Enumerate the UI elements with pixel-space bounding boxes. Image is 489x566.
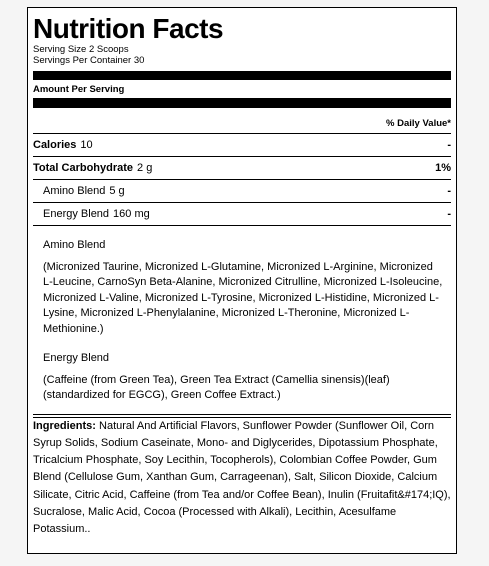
ingredients-text: Natural And Artificial Flavors, Sunflower Powder (Sunflower Oil, Corn Syrup Solids, Sodium Caseinate, Mono- and Diglycerides, Dipotassium Phosphate, Tricalcium Phosphate, Soy Lecithin, Tocopherols), Colombian Coffee Powder, Gum Blend (Cellulose Gum, Xanthan Gum, Carrageenan), Salt, Silicon Dioxide, Calcium Silicate, Citric Acid, Caffeine (from Tea and/or Coffee Bean), Inulin (Fruitafit&#174;IQ), Sucralose, Malic Acid, Cocoa (Processed with Alkali), Lecithin, Acesulfame Potassium.. <box>33 419 451 536</box>
blend-description-amino: (Micronized Taurine, Micronized L-Glutamine, Micronized L-Arginine, Micronized L-Leucine, CarnoSyn Beta-Alanine, Micronized Citrulline, Micronized L-Isoleucine, Micronized L-Valine, Micronized L-Tyrosine, Micronized L-Histidine, Micronized L-Lysine, Micronized L-Phenylalanine, Micronized L-Theronine, Micronized L-Methionine.) <box>43 260 443 335</box>
label-title: Nutrition Facts <box>33 13 224 44</box>
servings-per-container: Servings Per Container 30 <box>33 55 145 66</box>
nutrient-row-calories <box>33 134 451 157</box>
blend-name-amino: Amino Blend <box>43 239 106 251</box>
nutrient-daily-value: - <box>447 208 451 220</box>
nutrient-row-energy-blend <box>33 203 451 226</box>
ingredients-label: Ingredients: <box>33 419 96 432</box>
nutrient-name: Amino Blend <box>43 185 106 197</box>
nutrient-name: Energy Blend <box>43 208 110 220</box>
nutrient-amount: 10 <box>80 139 93 151</box>
nutrient-row-total-carbohydrate <box>33 157 451 180</box>
daily-value-header: % Daily Value* <box>33 108 451 134</box>
nutrient-row-amino-blend <box>33 180 451 203</box>
nutrient-daily-value: - <box>447 185 451 197</box>
medium-divider <box>33 99 451 108</box>
nutrient-daily-value: 1% <box>435 162 451 174</box>
nutrient-amount: 2 g <box>137 162 153 174</box>
blend-description-energy: (Caffeine (from Green Tea), Green Tea Extract (Camellia sinensis)(leaf) (standardized for EGCG), Green Coffee Extract.) <box>43 373 390 401</box>
blend-details <box>33 226 451 415</box>
nutrient-name: Total Carbohydrate <box>33 162 134 174</box>
thick-divider <box>33 71 451 80</box>
nutrient-amount: 5 g <box>109 185 125 197</box>
nutrient-name: Calories <box>33 139 77 151</box>
serving-size: Serving Size 2 Scoops <box>33 44 129 55</box>
nutrient-amount: 160 mg <box>113 208 150 220</box>
blend-name-energy: Energy Blend <box>43 352 110 364</box>
nutrition-facts-panel <box>27 7 457 554</box>
amount-per-serving: Amount Per Serving <box>33 80 451 99</box>
nutrient-daily-value: - <box>447 139 451 151</box>
ingredients-list <box>33 417 451 539</box>
